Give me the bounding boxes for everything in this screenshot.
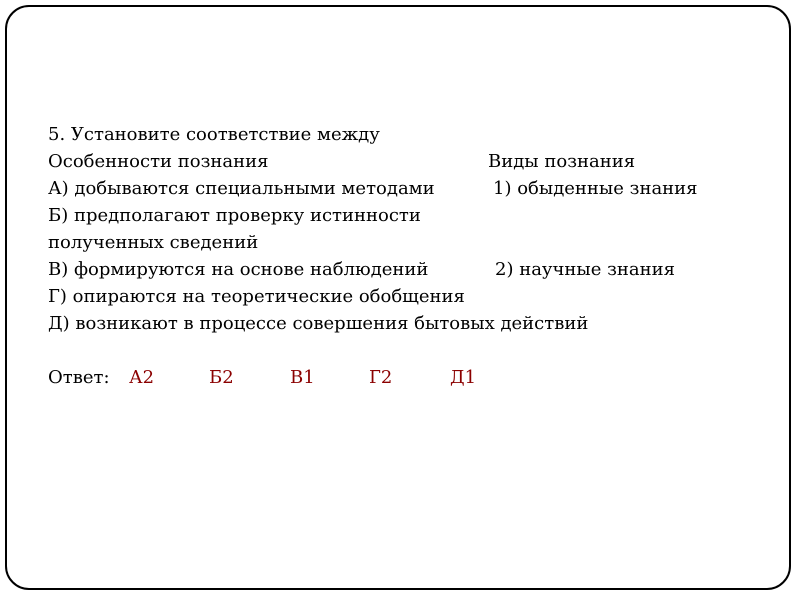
- question-title: 5. Установите соответствие между: [48, 124, 380, 145]
- right-column-header: Виды познания: [488, 151, 636, 172]
- item-v-line: [48, 256, 676, 283]
- item-d: Д) возникают в процессе совершения бытовых действий: [48, 313, 589, 334]
- answer-g: Г2: [369, 367, 393, 388]
- answer-v: В1: [290, 367, 315, 388]
- knowledge-type-2: 2) научные знания: [495, 259, 676, 280]
- item-d-line: [48, 310, 588, 337]
- item-b-part-2: полученных сведений: [48, 232, 259, 253]
- header-line: [48, 148, 636, 175]
- item-b-part-1: Б) предполагают проверку истинности: [48, 205, 421, 226]
- item-a: А) добываются специальными методами: [48, 178, 435, 199]
- question-block: [48, 121, 698, 391]
- answer-a: А2: [129, 367, 155, 388]
- knowledge-type-1: 1) обыденные знания: [493, 178, 698, 199]
- spacer: [48, 337, 588, 364]
- answer-b: Б2: [209, 367, 234, 388]
- item-a-line: [48, 175, 698, 202]
- answer-line: [48, 364, 588, 391]
- answer-label: Ответ:: [48, 367, 110, 388]
- question-title-line: [48, 121, 588, 148]
- answer-d: Д1: [450, 367, 477, 388]
- item-b-line-1: [48, 202, 588, 229]
- left-column-header: Особенности познания: [48, 151, 269, 172]
- item-v: В) формируются на основе наблюдений: [48, 259, 429, 280]
- item-g: Г) опираются на теоретические обобщения: [48, 286, 465, 307]
- item-g-line: [48, 283, 588, 310]
- item-b-line-2: [48, 229, 588, 256]
